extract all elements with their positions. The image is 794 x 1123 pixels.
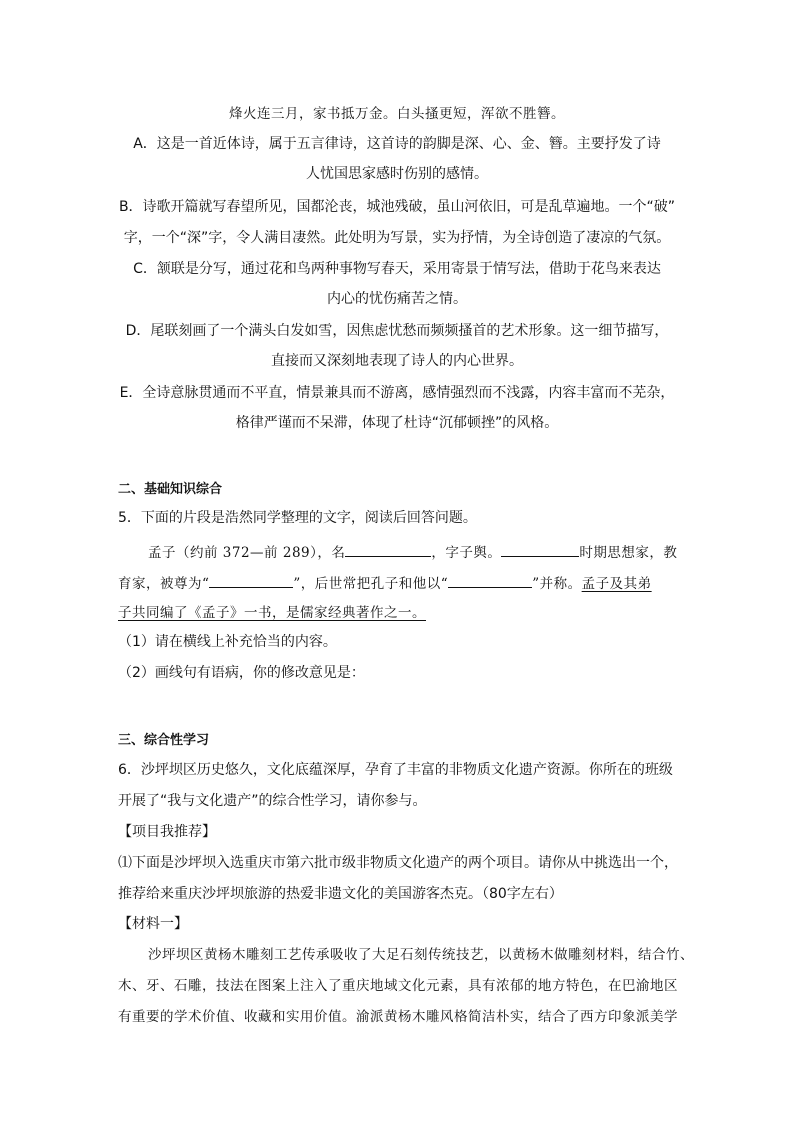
section3-heading: 三、综合性学习	[118, 733, 210, 748]
material-line1: 沙坪坝区黄杨木雕刻工艺传承吸收了大足石刻传统技艺，以黄杨木做雕刻材料，结合竹、	[148, 947, 694, 963]
option-b-line2: 字，一个“深”字，令人满目凄然。此处明为写景，实为抒情，为全诗创造了凄凉的气氛。	[123, 230, 671, 246]
prompt-1-line1: ⑴下面是沙坪坝入选重庆市第六批市级非物质文化遗产的两个项目。请你从中挑选出一个，	[118, 855, 678, 871]
poem-line: 烽火连三月，家书抵万金。白头搔更短，浑欲不胜簪。	[229, 106, 565, 122]
passage-text: ”并称。	[532, 576, 582, 592]
section2-heading: 二、基础知识综合	[118, 482, 223, 497]
option-c-line2: 内心的忧伤痛苦之情。	[327, 291, 467, 307]
blank-title[interactable]	[209, 573, 293, 588]
passage-line3	[118, 603, 426, 623]
passage-text: ”，后世常把孔子和他以“	[293, 576, 449, 592]
passage-text: 孟子（约前 372—前 289），名	[148, 545, 346, 561]
passage-line1	[148, 542, 677, 563]
blank-pairing[interactable]	[448, 573, 532, 588]
question-6-line1: 6．沙坪坝区历史悠久，文化底蕴深厚，孕育了丰富的非物质文化遗产资源。你所在的班级	[118, 762, 673, 778]
option-b-line1: B．诗歌开篇就写春望所见，国都沦丧，城池残破，虽山河依旧，可是乱草遍地。一个“破”	[118, 199, 676, 215]
blank-era[interactable]	[501, 542, 579, 557]
option-e-line2: 格律严谨而不呆滞，体现了杜诗“沉郁顿挫”的风格。	[235, 415, 559, 431]
material-line2: 木、牙、石雕，技法在图案上注入了重庆地域文化元素，具有浓郁的地方特色，在巴渝地区	[118, 978, 678, 994]
blank-name[interactable]	[345, 542, 431, 557]
sub-question-1: （1）请在横线上补充恰当的内容。	[118, 634, 337, 650]
material-line3: 有重要的学术价值、收藏和实用价值。渝派黄杨木雕风格简洁朴实，结合了西方印象派美学	[118, 1009, 678, 1025]
passage-text: ，字子舆。	[431, 545, 502, 561]
passage-text: 时期思想家，教	[579, 545, 678, 561]
option-e-line1: E．全诗意脉贯通而不平直，情景兼具而不游离，感情强烈而不浅露，内容丰富而不芜杂，	[119, 385, 675, 401]
option-a-line2: 人忧国思家感时伤别的感情。	[306, 166, 488, 182]
passage-line2	[118, 573, 652, 594]
option-d-line1: D．尾联刻画了一个满头白发如雪，因焦虑忧愁而频频搔首的艺术形象。这一细节描写，	[125, 323, 669, 339]
underlined-sentence: 孟子及其弟	[581, 576, 652, 592]
question-6-line2: 开展了“我与文化遗产”的综合性学习，请你参与。	[118, 793, 427, 809]
option-a-line1: A．这是一首近体诗，属于五言律诗，这首诗的韵脚是深、心、金、簪。主要抒发了诗	[133, 136, 661, 152]
passage-text: 育家，被尊为“	[118, 576, 210, 592]
prompt-1-line2: 推荐给来重庆沙坪坝旅游的热爱非遗文化的美国游客杰克。（80字左右）	[118, 886, 563, 902]
underlined-sentence: 子共同编了《孟子》一书，是儒家经典著作之一。	[118, 605, 426, 621]
tag-project-recommend: 【项目我推荐】	[118, 824, 216, 840]
question-5: 5．下面的片段是浩然同学整理的文字，阅读后回答问题。	[118, 510, 477, 526]
sub-question-2: （2）画线句有语病，你的修改意见是：	[118, 665, 365, 681]
option-d-line2: 直接而又深刻地表现了诗人的内心世界。	[271, 353, 523, 369]
tag-material-1: 【材料一】	[118, 916, 188, 932]
option-c-line1: C．颔联是分写，通过花和鸟两种事物写春天，采用寄景于情写法，借助于花鸟来表达	[133, 261, 661, 277]
